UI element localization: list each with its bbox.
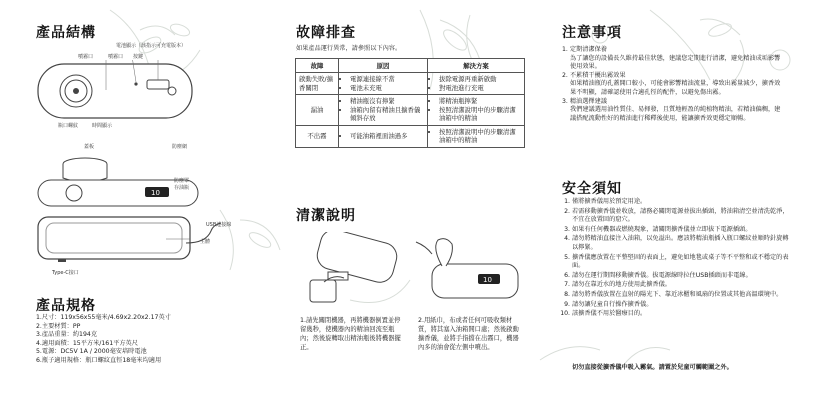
cause-item: • 可能油箱裡面油過多	[350, 132, 424, 141]
safety-item: 10. 該擴香儀不用於醫療目的。	[572, 310, 794, 319]
label-oil-tank: 防塵罩 存油瓶	[174, 178, 190, 191]
cause-item: • 油箱內留有精油且擴香儀傾斜存放	[350, 106, 424, 123]
safety-footer: 切勿直接從擴香儀中吸入霧氣。請置於兒童可觸範圍之外。	[572, 364, 733, 371]
cleaning-step-1: 1.請先關閉機器，再將機器倒置並停留幾秒，使機器內的精油回流至瓶內；然後旋轉取出精油瓶後將機器擺正。	[300, 317, 401, 351]
label-type-c-port: Type-C接口	[52, 270, 79, 276]
safety-list	[562, 198, 794, 320]
notes-title: 注意事項	[562, 25, 622, 41]
note-heading: 3. 精油選擇建議	[562, 97, 607, 105]
note-heading: 2. 不累積干擾出霧效果	[562, 71, 626, 79]
label-nozzle: 噴霧口	[78, 54, 94, 60]
cleaning-step-2: 2.用紙巾，布或者任何可吸收類材質，將其塞入油箱開口處；然後啟動擴香儀，並將手指擋在出霧口，機器內多的油會從左側中噴出。	[418, 317, 519, 351]
safety-item: 7. 請勿在靠近水的地方使用此擴香儀。	[572, 281, 794, 290]
cause-cell	[339, 125, 428, 147]
fault-cell: 不出霧	[296, 125, 339, 147]
note-body: 我們建議選用油性質佳、易揮發，且質地輕盈的純植物精油，若精油偏稠，建議搭配流動性好的精油進行稀釋後使用，能讓擴香效更穩定順暢。	[570, 106, 781, 122]
solution-cell	[428, 125, 525, 147]
label-button: 按鍵	[133, 54, 144, 60]
solution-cell	[428, 73, 525, 95]
safety-item: 2. 若需移動擴香儀並收放，請務必關閉電源並拔出插頭，將油箱清空並清洗乾淨，不宜在放置回的窟穴。	[572, 208, 794, 225]
trouble-title: 故障排查	[296, 25, 356, 41]
safety-item: 8. 請勿將香儀放置在直射的陽光下、靠近冰櫃和風扇的位置或其他高溫環境中。	[572, 291, 794, 300]
label-cover: 噴霧口	[108, 54, 124, 60]
solution-item: • 按照清潔說明中的步驟清潔油箱中的精油	[439, 106, 521, 123]
structure-title: 產品結構	[36, 25, 96, 41]
safety-item: 1. 僅將擴香儀用於預定用途。	[572, 198, 794, 207]
safety-item: 4. 請勿將精油直接注入油箱，以免溢出。應該將精油瓶插入瓶口螺紋並順時針旋轉以擰緊。	[572, 235, 794, 252]
table-row	[296, 95, 525, 126]
cause-item: • 電池未充電	[350, 84, 424, 93]
label-dust-net: 防塵網	[172, 144, 188, 150]
trouble-intro: 如果產品運行異常，請參照以下內容。	[296, 45, 402, 52]
safety-item: 5. 擴香儀應放置在平整堅固的表面上，避免如地毯或桌子等不平整和或不穩定的表面。	[572, 254, 794, 271]
cleaning-illustration-1	[300, 232, 400, 306]
spec-item: 4.適用面積：15平方米/161平方英尺	[36, 339, 138, 347]
notes-list	[562, 46, 784, 123]
cause-cell	[339, 73, 428, 95]
label-body: 主體	[200, 239, 211, 245]
label-case: 蓋板	[84, 144, 95, 150]
safety-item: 3. 如果有任何機器或燃燒現象，請關閉擴香儀並立即拔下電源插頭。	[572, 226, 794, 235]
spec-item: 3.產品重量：約194克	[36, 331, 98, 339]
troubleshooting-table	[295, 58, 525, 148]
label-bottle-thread: 瓶口螺紋	[58, 123, 79, 129]
safety-item: 9. 請勿讓兒童自行操作擴香儀。	[572, 301, 794, 310]
solution-item: • 按照清潔說明中的步驟清潔油箱中的精油	[439, 128, 521, 145]
svg-text:10: 10	[151, 189, 160, 197]
header-fault: 故障	[296, 59, 339, 73]
device-top-view	[36, 60, 196, 122]
fault-cell: 啟動失敗/擴香關閉	[296, 73, 339, 95]
label-usb-cable: USB連接線	[206, 222, 232, 228]
header-solution: 解決方案	[428, 59, 525, 73]
note-body: 為了讓您的設備長久維持最佳狀態，建議您定期進行清潔，避免精油成垢影響使用效果。	[570, 54, 781, 71]
label-battery-display: 電池顯示（該指示可充電版本）	[116, 43, 187, 49]
note-body: 如果精油瓶的孔蓋開口較小，可能會影響精油流量，導致出霧量減少，擴香效果不明顯，請確認使用合適孔徑的配件，以避免傷出霧。	[570, 80, 781, 96]
cleaning-title: 清潔說明	[296, 208, 356, 224]
safety-item: 6. 請勿在運行期間移動擴香儀。拔電源線時拉住USB插頭而非電線。	[572, 272, 794, 281]
spec-item: 6.瓶子適用規格：瓶口螺紋直徑18毫米均適用	[36, 356, 162, 364]
spec-item: 2.主要材質：PP	[36, 322, 81, 330]
spec-item: 5.電源：DC5V 1A / 2000毫安培時電池	[36, 348, 147, 356]
svg-text:10: 10	[483, 276, 492, 284]
cleaning-illustration-2	[412, 236, 522, 306]
fault-cell: 漏油	[296, 95, 339, 126]
label-time-display: 時間顯示	[92, 123, 113, 129]
spec-item: 1.尺寸：119x56x55毫米/4.69x2.20x2.17英寸	[36, 314, 171, 321]
specs-list	[36, 314, 276, 366]
specs-title: 產品規格	[36, 298, 96, 314]
solution-item: • 對電池進行充電	[439, 84, 521, 93]
device-side-view	[36, 213, 226, 269]
cause-cell	[339, 95, 428, 126]
header-cause: 原因	[339, 59, 428, 73]
solution-item: • 拔除電源再重新啟動	[439, 75, 521, 84]
cause-item: • 精油瓶沒有擰緊	[350, 97, 424, 106]
solution-item: • 將精油瓶擰緊	[439, 97, 521, 106]
table-header-row	[296, 59, 525, 73]
solution-cell	[428, 95, 525, 126]
cause-item: • 電源連接線不當	[350, 75, 424, 84]
table-row	[296, 73, 525, 95]
table-row	[296, 125, 525, 147]
note-heading: 1. 定期清潔保養	[562, 46, 607, 53]
safety-title: 安全須知	[562, 181, 622, 197]
